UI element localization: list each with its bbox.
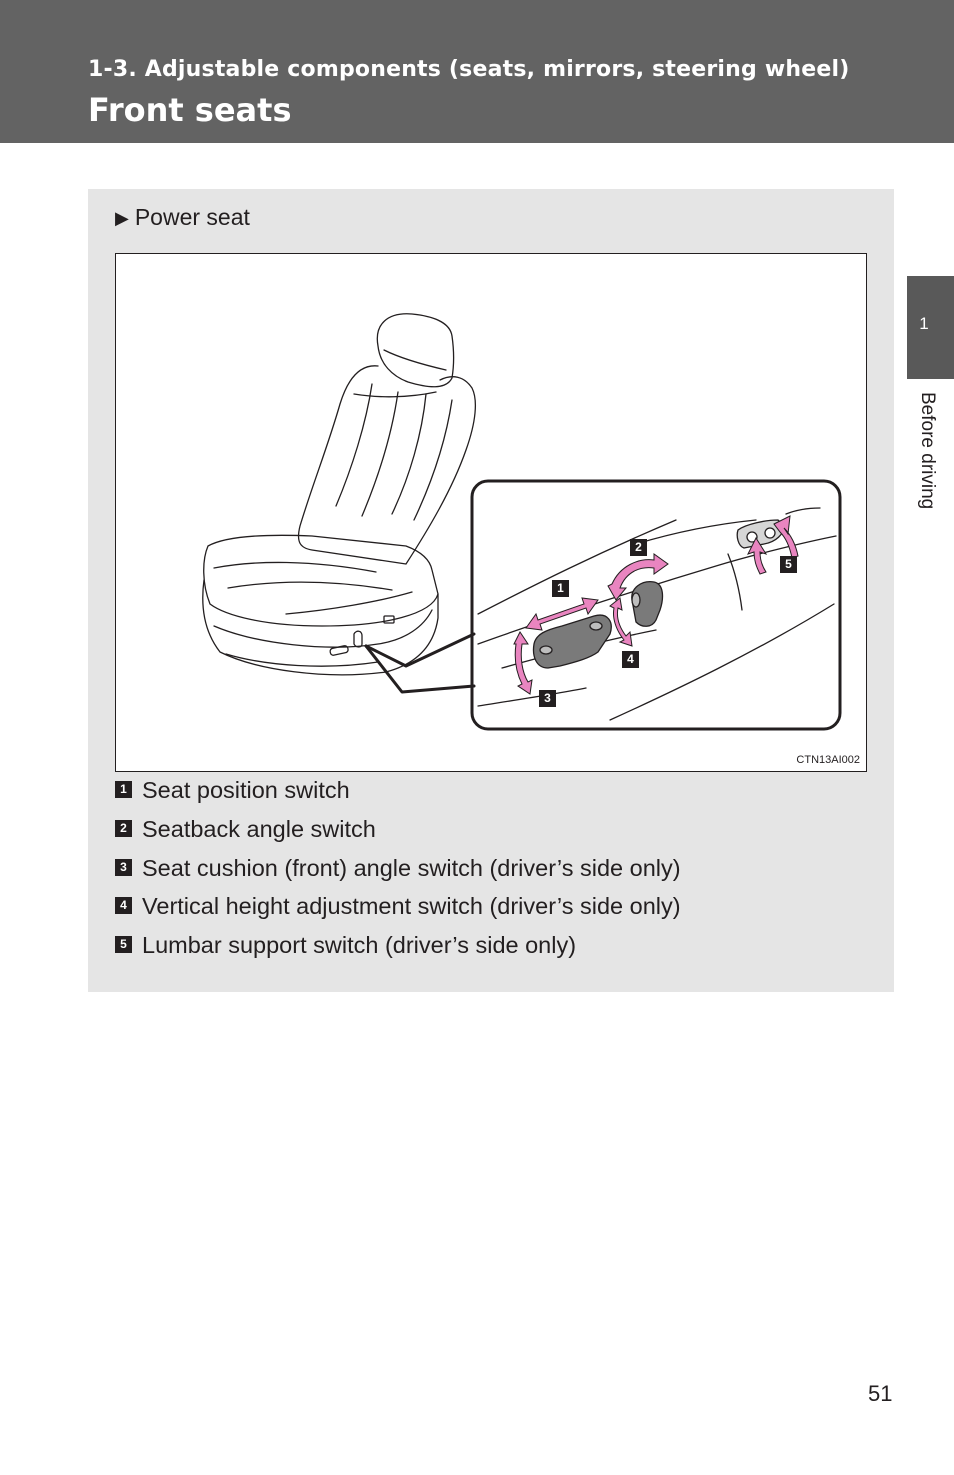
seat-illustration xyxy=(115,253,867,772)
figure-code: CTN13AI002 xyxy=(796,754,860,766)
number-badge: 2 xyxy=(115,820,132,837)
number-badge: 3 xyxy=(115,859,132,876)
subheading-text: Power seat xyxy=(134,204,250,230)
callout-2: 2 xyxy=(630,539,647,556)
callout-4: 4 xyxy=(622,651,639,668)
list-item-text: Seat cushion (front) angle switch (driver’s side only) xyxy=(142,855,681,881)
list-item xyxy=(115,777,350,807)
callout-1: 1 xyxy=(552,580,569,597)
headrest xyxy=(377,314,453,387)
number-badge: 4 xyxy=(115,897,132,914)
number-badge: 5 xyxy=(115,936,132,953)
backrest xyxy=(299,366,476,564)
seat-drawing xyxy=(116,254,866,771)
list-item xyxy=(115,816,376,846)
page-header xyxy=(0,0,954,143)
arrow-cushion-angle xyxy=(514,632,532,694)
chapter-number: 1 xyxy=(919,314,929,333)
subheading xyxy=(115,204,250,231)
list-item xyxy=(115,855,681,885)
list-item-text: Seat position switch xyxy=(142,777,350,803)
seat-cushion xyxy=(204,535,438,626)
list-item-text: Vertical height adjustment switch (driver’s side only) xyxy=(142,893,681,919)
chapter-label: Before driving xyxy=(917,392,938,510)
callout-5: 5 xyxy=(780,556,797,573)
play-triangle-icon: ▶ xyxy=(115,208,129,228)
list-item xyxy=(115,932,576,962)
page-title: Front seats xyxy=(88,91,292,129)
page-number: 51 xyxy=(868,1381,893,1406)
chapter-tab[interactable] xyxy=(907,276,954,379)
list-item-text: Seatback angle switch xyxy=(142,816,376,842)
list-item-text: Lumbar support switch (driver’s side only) xyxy=(142,932,577,958)
list-item xyxy=(115,893,681,923)
callout-3: 3 xyxy=(539,690,556,707)
section-title: 1-3. Adjustable components (seats, mirrors, steering wheel) xyxy=(88,57,850,82)
number-badge: 1 xyxy=(115,781,132,798)
